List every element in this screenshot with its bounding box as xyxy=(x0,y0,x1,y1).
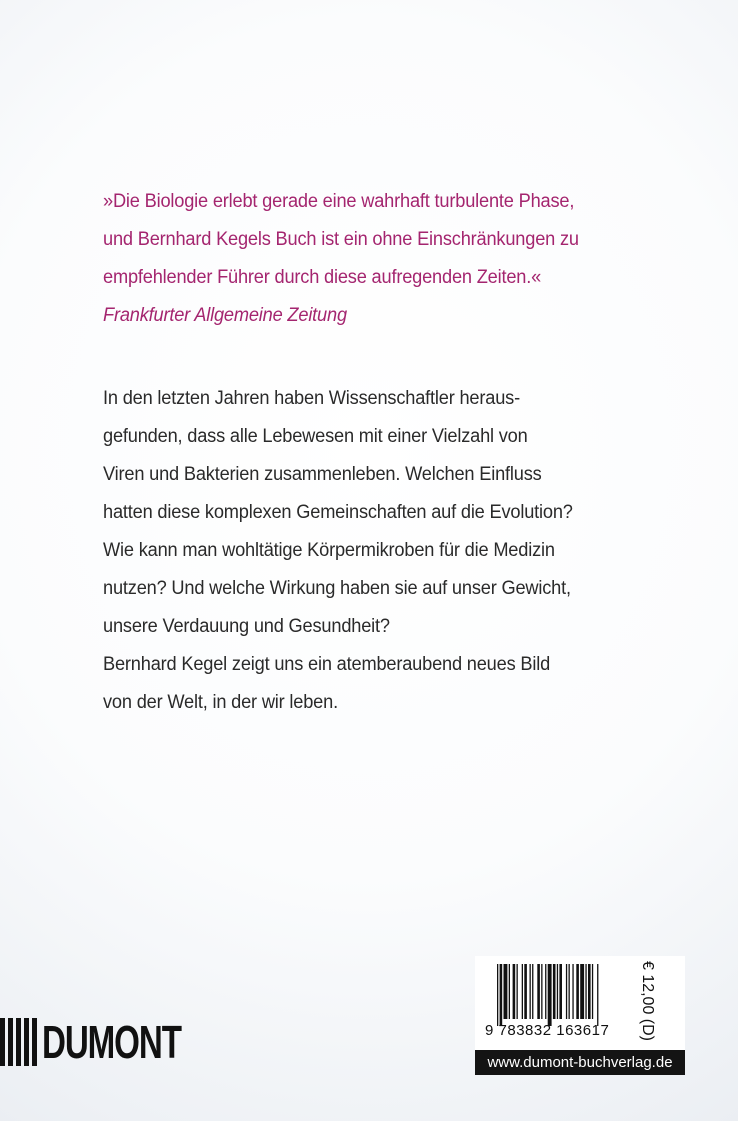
publisher-url: www.dumont-buchverlag.de xyxy=(475,1050,685,1075)
isbn-number: 9 783832 163617 xyxy=(485,1022,610,1039)
logo-stripes-icon xyxy=(0,1018,38,1066)
quote-source: Frankfurter Allgemeine Zeitung xyxy=(103,304,347,326)
blurb-line: hatten diese komplexen Gemeinschaften auf die Evolution? xyxy=(103,501,573,523)
logo-text: DUMONT xyxy=(42,1016,181,1068)
blurb-line: unsere Verdauung und Gesundheit? xyxy=(103,615,390,637)
barcode-box xyxy=(475,956,685,1050)
barcode-icon xyxy=(497,964,629,1026)
blurb-text xyxy=(103,379,661,721)
quote-line-2: und Bernhard Kegels Buch ist ein ohne Einschränkungen zu xyxy=(103,228,579,250)
blurb-line: von der Welt, in der wir leben. xyxy=(103,691,338,713)
blurb-line: Viren und Bakterien zusammenleben. Welchen Einfluss xyxy=(103,463,542,485)
blurb-line: gefunden, dass alle Lebewesen mit einer Vielzahl von xyxy=(103,425,528,447)
blurb-line: nutzen? Und welche Wirkung haben sie auf unser Gewicht, xyxy=(103,577,571,599)
blurb-line: Bernhard Kegel zeigt uns ein atemberaubend neues Bild xyxy=(103,653,551,675)
quote-line-1: »Die Biologie erlebt gerade eine wahrhaft turbulente Phase, xyxy=(103,190,575,212)
blurb-line: Wie kann man wohltätige Körpermikroben für die Medizin xyxy=(103,539,555,561)
price-label: € 12,00 (D) xyxy=(639,960,656,1042)
publisher-logo xyxy=(0,1018,235,1066)
quote-line-3: empfehlender Führer durch diese aufregenden Zeiten.« xyxy=(103,266,542,288)
review-quote xyxy=(103,182,661,334)
blurb-line: In den letzten Jahren haben Wissenschaftler heraus- xyxy=(103,387,520,409)
